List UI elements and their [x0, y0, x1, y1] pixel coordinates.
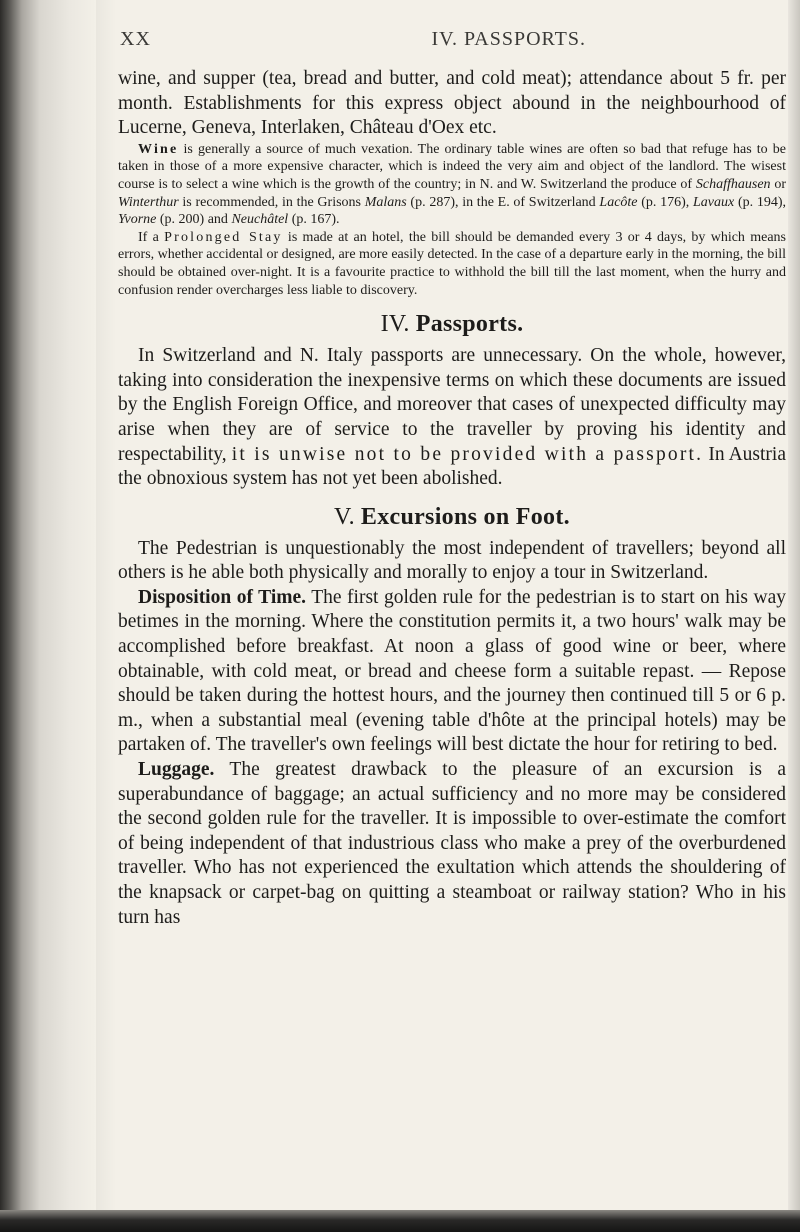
wine-lead: Wine — [138, 141, 179, 157]
disposition-paragraph: Disposition of Time. The first golden rule for the pedestrian is to start on his way betimes in the morning. Where the constitution permits it, a two hours' walk may be accomplished before breakfast. At noon a glass of good wine or beer, where obtainable, with cold meat, or bread and cheese form a suitable repast. — Repose should be taken during the hottest hours, and the journey then continued till 5 or 6 p. m., when a substantial meal (evening table d'hôte at the principal hotels) may be partaken of. The traveller's own feelings will best dictate the hour for retiring to bed. — [118, 586, 786, 756]
section-number: IV. — [380, 311, 410, 338]
book-spine-shadow — [0, 0, 96, 1232]
running-head-title: IV. PASSPORTS. — [431, 28, 586, 50]
section-heading-passports — [118, 311, 786, 338]
page-bottom-edge — [0, 1210, 800, 1232]
wine-paragraph: Wine is generally a source of much vexation. The ordinary table wines are often so bad that refuge has to be taken in those of a more expensive character, which is indeed the very aim and object of the landlord. The wisest course is to select a wine which is the growth of the country; in N. and W. Switzerland the produce of Schaffhausen or Winterthur is recommended, in the Grisons Malans (p. 287), in the E. of Switzerland Lacôte (p. 176), Lavaux (p. 194), Yvorne (p. 200) and Neuchâtel (p. 167). — [118, 141, 787, 228]
passport-advice: it is unwise not to be provided with a passport. — [231, 443, 704, 465]
passports-text — [118, 344, 786, 492]
excursions-text — [118, 537, 786, 931]
small-print-notes — [118, 141, 786, 299]
page-number: XX — [120, 28, 151, 50]
prolonged-stay-paragraph: If a Prolonged Stay is made at an hotel, the bill should be demanded every 3 or 4 days, by which means errors, whether accidental or designed, are more easily detected. In the case of a departure early in the morning, the bill should be obtained over-night. It is a favourite practice to withhold the bill till the last moment, when the hurry and confusion render overcharges less liable to discovery. — [118, 229, 786, 298]
intro-paragraph: wine, and supper (tea, bread and butter, and cold meat); attendance about 5 fr. per month. Establishments for this express object abound in the neighbourhood of Lucerne, Geneva, Interlaken, Château d'Oex etc. — [118, 68, 786, 139]
luggage-paragraph: Luggage. The greatest drawback to the pleasure of an excursion is a superabundance of baggage; an actual sufficiency and no more may be considered the second golden rule for the traveller. It is impossible to over-estimate the comfort of being independent of that industrious class who make a prey of the overburdened traveller. Who has not experienced the exultation which attends the shouldering of the knapsack or carpet-bag on quitting a steamboat or railway station? Who in his turn has — [118, 759, 786, 928]
running-head — [118, 28, 786, 51]
pedestrian-paragraph: The Pedestrian is unquestionably the most independent of travellers; beyond all others is he able both physically and morally to enjoy a tour in Switzerland. — [118, 537, 786, 584]
luggage-lead: Luggage. — [138, 759, 215, 781]
prolonged-stay-lead: Prolonged Stay — [164, 229, 283, 245]
passports-paragraph: In Switzerland and N. Italy passports are unnecessary. On the whole, however, taking into consideration the inexpensive terms on which these documents are issued by the English Foreign Office, and moreover that cases of unexpected difficulty may arise when they are of service to the traveller by proving his identity and respectability, it is unwise not to be provided with a passport. In Austria the obnoxious system has not yet been abolished. — [118, 345, 787, 490]
section-heading-excursions — [118, 504, 786, 531]
gutter-shade — [96, 0, 116, 1232]
body-text — [118, 67, 786, 141]
page-right-edge — [788, 0, 800, 1232]
section-number: V. — [334, 503, 355, 530]
book-page — [118, 28, 786, 930]
section-title: Excursions on Foot. — [360, 503, 570, 530]
section-title: Passports. — [415, 311, 524, 338]
disposition-lead: Disposition of Time. — [138, 586, 307, 608]
